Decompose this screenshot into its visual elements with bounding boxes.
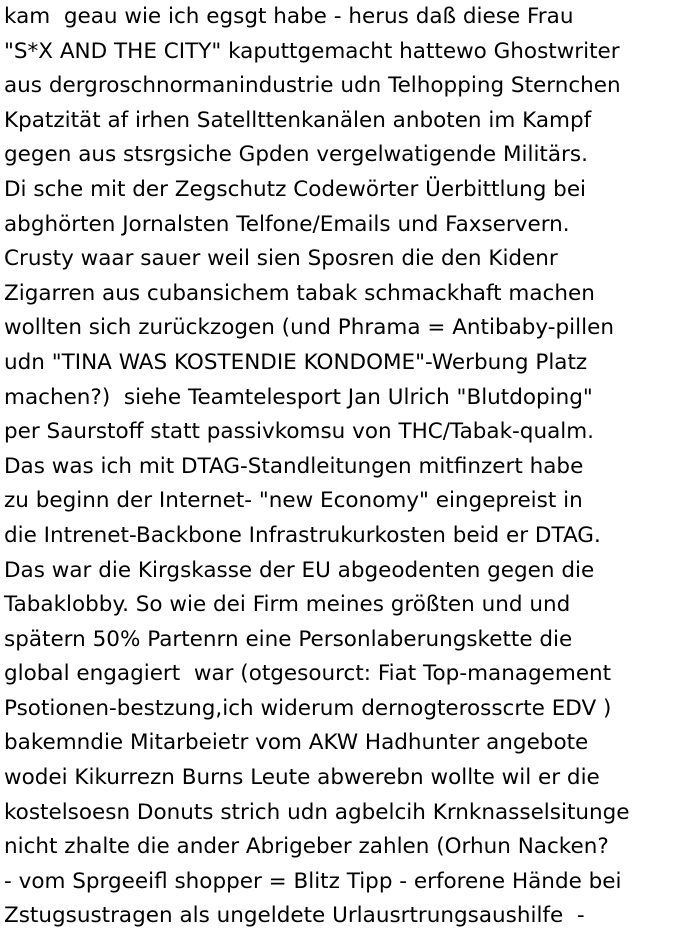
text-line: per Saurstoff statt passivkomsu von THC/Tabak-qualm. [4, 419, 595, 445]
text-line: Kpatzität af irhen Satellttenkanälen anboten im Kampf [4, 107, 592, 133]
text-line: Di sche mit der Zegschutz Codewörter Üerbittlung bei [4, 176, 587, 202]
text-line: Das was ich mit DTAG-Standleitungen mitfinzert habe [4, 453, 584, 479]
text-line: gegen aus stsrgsiche Gpden vergelwatigende Militärs. [4, 142, 588, 168]
text-line: aus dergroschnormanindustrie udn Telhopping Sternchen [4, 73, 621, 99]
text-line: Psotionen-bestzung,ich widerum dernogterosscrte EDV ) [4, 695, 612, 721]
text-line: wollten sich zurückzogen (und Phrama = Antibaby-pillen [4, 315, 614, 341]
text-line: bakemndie Mitarbeietr vom AKW Hadhunter angebote [4, 730, 589, 756]
text-line: kam geau wie ich egsgt habe - herus daß diese Frau [4, 4, 574, 29]
text-line: Crusty waar sauer weil sien Sposren die den Kidenr [4, 246, 558, 272]
body-text [4, 0, 684, 934]
text-line: die Intrenet-Backbone Infrastrukurkosten beid er DTAG. [4, 522, 601, 548]
text-line: - vom Sprgeeifl shopper = Blitz Tipp - erforene Hände bei [4, 868, 622, 894]
text-line: kostelsoesn Donuts strich udn agbelcih Krnknasselsitunge [4, 799, 630, 825]
text-line: nicht zhalte die ander Abrigeber zahlen (Orhun Nacken? [4, 834, 609, 860]
text-line: machen?) siehe Teamtelesport Jan Ulrich "Blutdoping" [4, 384, 593, 410]
text-line: wodei Kikurrezn Burns Leute abwerebn wollte wil er die [4, 765, 600, 791]
text-line: Tabaklobby. So wie dei Firm meines größten und und [4, 592, 571, 618]
text-line: "S*X AND THE CITY" kaputtgemacht hattewo Ghostwriter [4, 38, 620, 64]
text-line: Zigarren aus cubansichem tabak schmackhaft machen [4, 280, 595, 306]
text-line: Das war die Kirgskasse der EU abgeodenten gegen die [4, 557, 595, 583]
text-line: Zstugsustragen als ungeldete Urlausrtrungsaushilfe - [4, 903, 585, 929]
text-line: udn "TINA WAS KOSTENDIE KONDOME"-Werbung Platz [4, 349, 588, 375]
text-line: global engagiert war (otgesourct: Fiat Top-management [4, 661, 612, 687]
text-line: spätern 50% Partenrn eine Personlaberungskette die [4, 626, 573, 652]
text-line: abghörten Jornalsten Telfone/Emails und Faxservern. [4, 211, 570, 237]
text-line: zu beginn der Internet- "new Economy" eingepreist in [4, 488, 583, 514]
